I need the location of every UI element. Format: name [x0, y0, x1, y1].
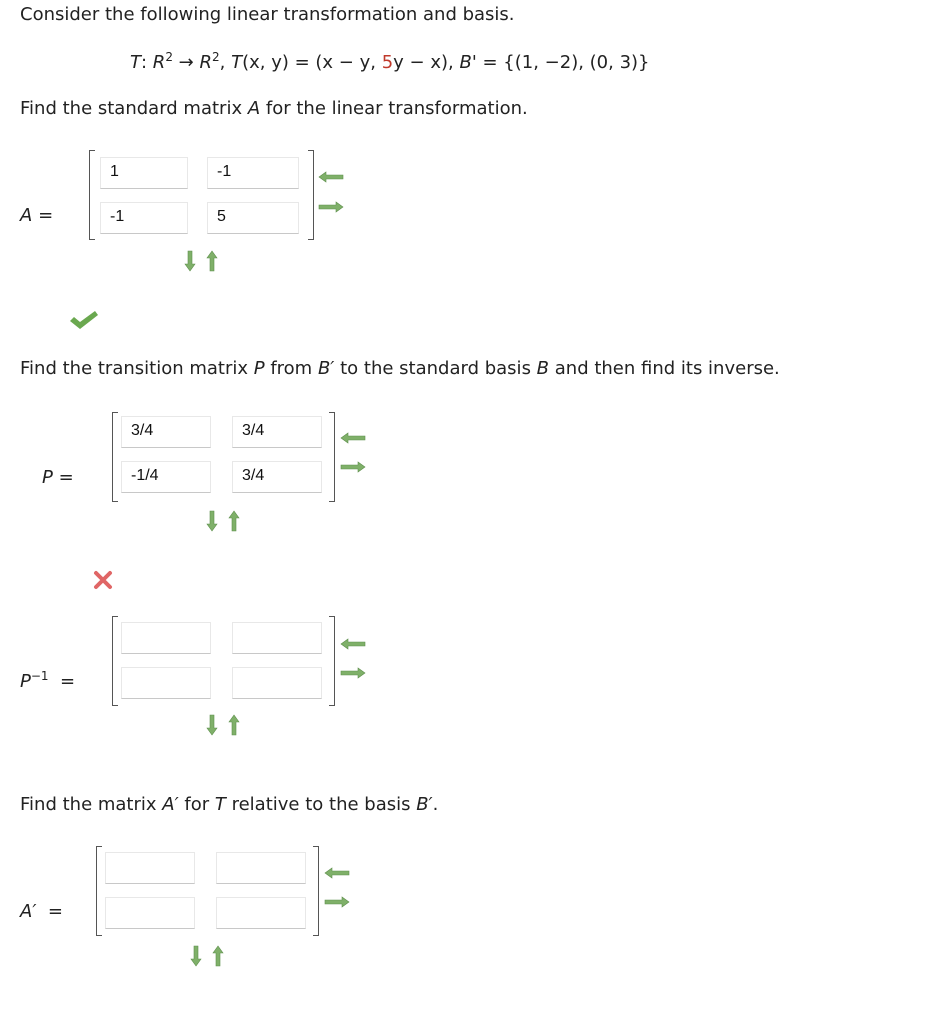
- matrix-a-cell-r1c2[interactable]: -1: [207, 157, 299, 189]
- matrix-p-inverse-cell-r2c1[interactable]: [121, 667, 211, 699]
- add-row-icon[interactable]: [206, 510, 218, 532]
- highlight-coefficient: 5: [381, 52, 394, 73]
- remove-column-icon[interactable]: [324, 867, 350, 879]
- matrix-p-cell-r2c1[interactable]: -1/4: [121, 461, 211, 493]
- matrix-p-inverse-label: $P^{-1}$ =: [20, 669, 76, 692]
- matrix-a-cell-r2c2[interactable]: 5: [207, 202, 299, 234]
- question-1-prompt: Find the standard matrix A for the linear transformation.: [20, 98, 528, 119]
- add-column-icon[interactable]: [324, 896, 350, 908]
- incorrect-cross-icon: [93, 570, 113, 590]
- question-2-prompt: Find the transition matrix P from B′ to the standard basis B and then find its inverse.: [20, 358, 780, 379]
- remove-row-icon[interactable]: [228, 510, 240, 532]
- remove-column-icon[interactable]: [340, 638, 366, 650]
- remove-row-icon[interactable]: [206, 250, 218, 272]
- matrix-a-right-bracket: [308, 150, 314, 240]
- matrix-a-prime-cell-r2c1[interactable]: [105, 897, 195, 929]
- remove-column-icon[interactable]: [340, 432, 366, 444]
- matrix-p-inverse-left-bracket: [112, 616, 118, 706]
- matrix-a-cell-r2c1[interactable]: -1: [100, 202, 188, 234]
- intro-text: Consider the following linear transformation and basis.: [20, 4, 515, 25]
- transformation-formula: T: $R^2 \to R^2$, T(x, y) = (x − y, 5y − x), B' = {(1, −2), (0, 3)}: [130, 50, 650, 73]
- remove-row-icon[interactable]: [228, 714, 240, 736]
- matrix-a-prime-left-bracket: [96, 846, 102, 936]
- matrix-a-prime-cell-r1c2[interactable]: [216, 852, 306, 884]
- matrix-a-cell-r1c1[interactable]: 1: [100, 157, 188, 189]
- matrix-p-cell-r1c2[interactable]: 3/4: [232, 416, 322, 448]
- question-4-prompt: Find the matrix A′ for T relative to the basis B′.: [20, 794, 439, 815]
- add-column-icon[interactable]: [340, 667, 366, 679]
- matrix-a-prime-label: A′ =: [20, 901, 63, 922]
- matrix-a-prime-cell-r2c2[interactable]: [216, 897, 306, 929]
- add-column-icon[interactable]: [340, 461, 366, 473]
- add-row-icon[interactable]: [190, 945, 202, 967]
- add-column-icon[interactable]: [318, 201, 344, 213]
- matrix-p-inverse-cell-r1c2[interactable]: [232, 622, 322, 654]
- matrix-a-prime-right-bracket: [313, 846, 319, 936]
- matrix-p-left-bracket: [112, 412, 118, 502]
- matrix-p-cell-r2c2[interactable]: 3/4: [232, 461, 322, 493]
- matrix-p-inverse-cell-r1c1[interactable]: [121, 622, 211, 654]
- matrix-p-cell-r1c1[interactable]: 3/4: [121, 416, 211, 448]
- correct-check-icon: [68, 309, 100, 331]
- matrix-p-label: P =: [42, 467, 74, 488]
- matrix-p-right-bracket: [329, 412, 335, 502]
- matrix-p-inverse-cell-r2c2[interactable]: [232, 667, 322, 699]
- remove-row-icon[interactable]: [212, 945, 224, 967]
- remove-column-icon[interactable]: [318, 171, 344, 183]
- add-row-icon[interactable]: [206, 714, 218, 736]
- add-row-icon[interactable]: [184, 250, 196, 272]
- matrix-a-prime-cell-r1c1[interactable]: [105, 852, 195, 884]
- matrix-a-left-bracket: [89, 150, 95, 240]
- matrix-p-inverse-right-bracket: [329, 616, 335, 706]
- matrix-a-label: A =: [20, 205, 54, 226]
